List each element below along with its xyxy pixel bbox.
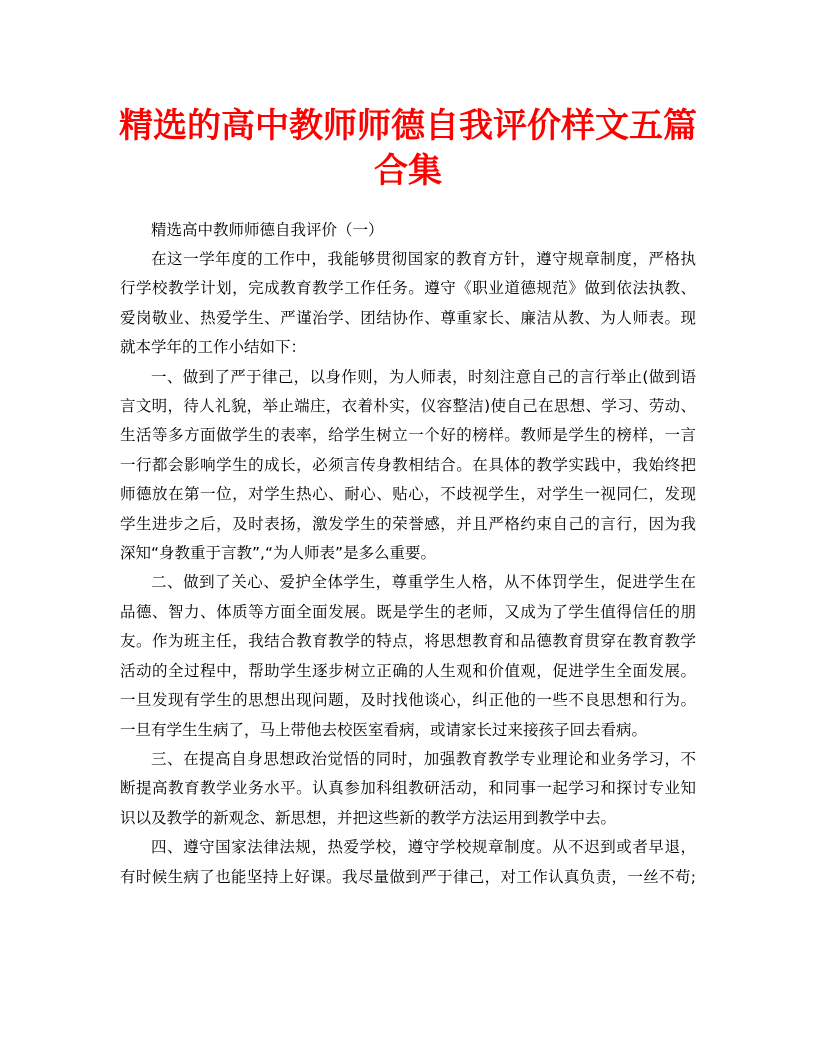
text-line: 识以及教学的新观念、新思想，并把这些新的教学方法运用到教学中去。 — [120, 808, 617, 827]
title-line: 合集 — [374, 151, 442, 191]
text-line: 在这一学年度的工作中，我能够贯彻国家的教育方针，遵守规章制度，严格执 — [151, 250, 696, 268]
text-line: 友。作为班主任，我结合教育教学的特点，将思想教育和品德教育贯穿在教育教学 — [120, 632, 696, 651]
text-line: 言文明，待人礼貌，举止端庄，衣着朴实，仪容整洁)使自己在思想、学习、劳动、 — [120, 397, 696, 416]
text-line: 爱岗敬业、热爱学生、严谨治学、团结协作、尊重家长、廉洁从教、为人师表。现 — [120, 308, 696, 327]
section-heading: 精选高中教师师德自我评价（一） — [151, 221, 384, 239]
text-line: 师德放在第一位，对学生热心、耐心、贴心，不歧视学生，对学生一视同仁，发现 — [120, 485, 696, 504]
text-line: 学生进步之后，及时表扬，激发学生的荣誉感，并且严格约束自己的言行，因为我 — [120, 514, 696, 533]
paragraph-point-1 — [120, 363, 696, 569]
text-line: 深知“身教重于言教”,“为人师表”是多么重要。 — [120, 544, 437, 563]
paragraph-point-4 — [120, 833, 696, 892]
document-title — [100, 104, 716, 194]
paragraph-point-3 — [120, 745, 696, 833]
text-line: 活动的全过程中，帮助学生逐步树立正确的人生观和价值观，促进学生全面发展。 — [120, 661, 696, 680]
text-line: 三、在提高自身思想政治觉悟的同时，加强教育教学专业理论和业务学习，不 — [151, 749, 696, 768]
paragraph-intro — [120, 245, 696, 363]
text-line: 一旦发现有学生的思想出现问题，及时找他谈心，纠正他的一些不良思想和行为。 — [120, 691, 696, 710]
text-line: 四、遵守国家法律法规，热爱学校，遵守学校规章制度。从不迟到或者早退， — [151, 838, 696, 857]
title-line: 精选的高中教师师德自我评价样文五篇 — [119, 106, 697, 146]
text-line: 一行都会影响学生的成长，必须言传身教相结合。在具体的教学实践中，我始终把 — [120, 455, 696, 474]
document-body — [120, 218, 696, 892]
text-line: 行学校教学计划，完成教育教学工作任务。遵守《职业道德规范》做到依法执教、 — [120, 279, 696, 298]
text-line: 就本学年的工作小结如下： — [120, 338, 307, 357]
text-line: 一旦有学生生病了，马上带他去校医室看病，或请家长过来接孩子回去看病。 — [120, 720, 648, 739]
paragraph-point-2 — [120, 568, 696, 744]
text-line: 生活等多方面做学生的表率，给学生树立一个好的榜样。教师是学生的榜样，一言 — [120, 426, 696, 445]
text-line: 断提高教育教学业务水平。认真参加科组教研活动，和同事一起学习和探讨专业知 — [120, 779, 696, 798]
text-line: 品德、智力、体质等方面全面发展。既是学生的老师，又成为了学生值得信任的朋 — [120, 602, 696, 621]
text-line: 一、做到了严于律己，以身作则，为人师表，时刻注意自己的言行举止(做到语 — [151, 367, 696, 386]
text-line: 有时候生病了也能坚持上好课。我尽量做到严于律己，对工作认真负责，一丝不苟; — [120, 867, 696, 886]
text-line: 二、做到了关心、爱护全体学生，尊重学生人格，从不体罚学生，促进学生在 — [151, 573, 696, 592]
